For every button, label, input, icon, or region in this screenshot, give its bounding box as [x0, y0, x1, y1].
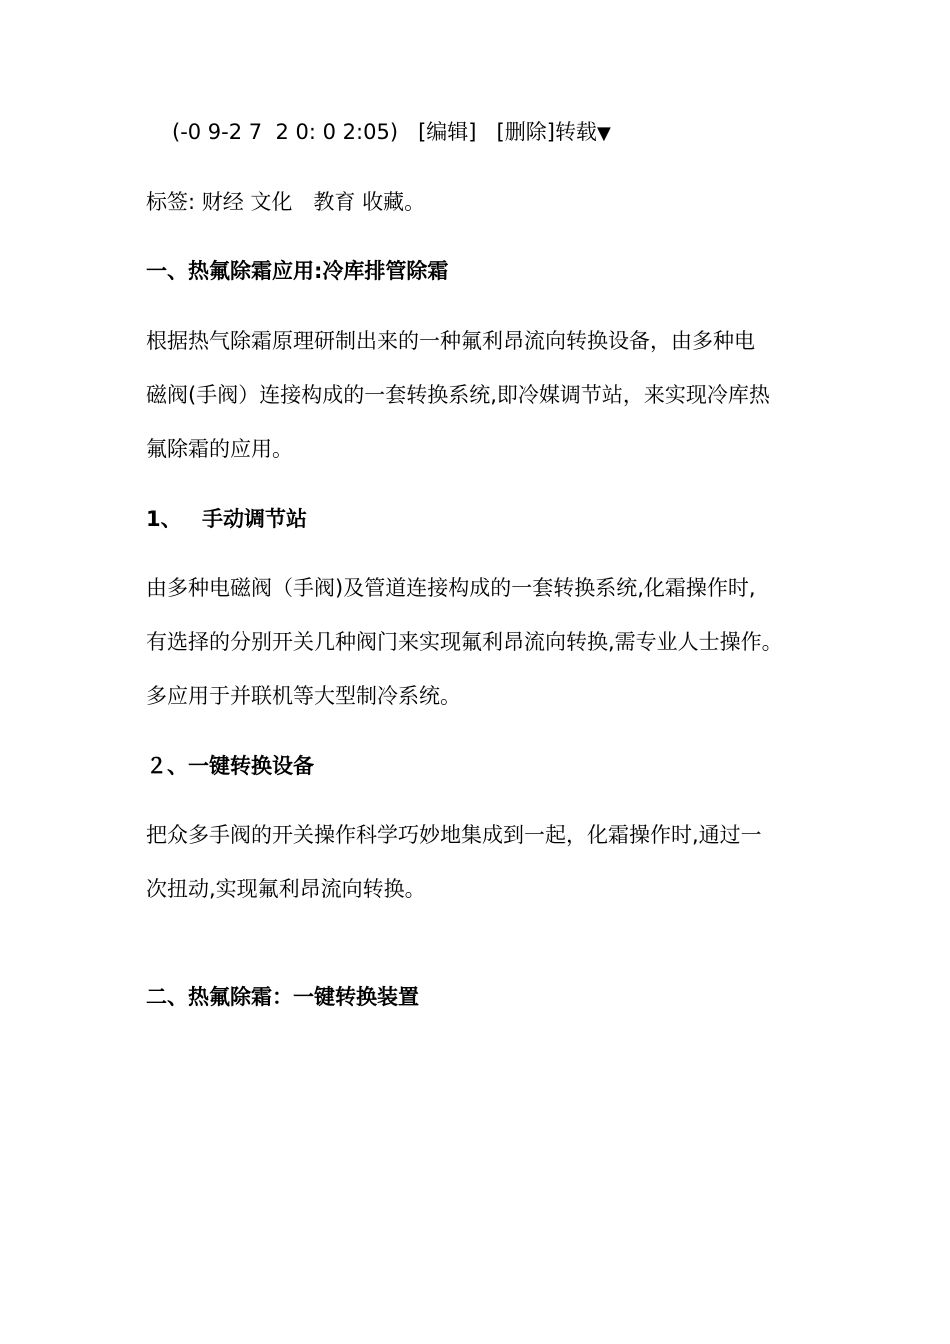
repost-link[interactable]: 转载: [554, 120, 597, 144]
heading-text: 手动调节站: [202, 507, 307, 531]
post-meta: [172, 117, 611, 149]
section-heading: 一、热氟除霜应用:冷库排管除霜: [146, 259, 449, 283]
paragraph-line: 有选择的分别开关几种阀门来实现氟利昂流向转换,需专业人士操作。: [146, 630, 783, 654]
section-heading: 二、热氟除霜：一键转换装置: [146, 985, 419, 1009]
paragraph-line: 次扭动,实现氟利昂流向转换。: [146, 877, 426, 901]
paragraph-line: 把众多手阀的开关操作科学巧妙地集成到一起，化霜操作时,通过一: [146, 823, 762, 847]
paragraph-line: 磁阀(手阀）连接构成的一套转换系统,即冷媒调节站，来实现冷库热: [146, 383, 770, 407]
post-timestamp: (-0 9-2 7 2 0: 0 2:05): [172, 120, 399, 144]
delete-link[interactable]: [删除]: [496, 120, 555, 144]
paragraph-line: 多应用于并联机等大型制冷系统。: [146, 684, 461, 708]
dropdown-arrow-icon[interactable]: ▼: [596, 123, 611, 144]
paragraph-line: 氟除霜的应用。: [146, 437, 293, 461]
section-heading: ２、一键转换设备: [146, 754, 314, 778]
section-heading: [146, 504, 307, 534]
edit-link[interactable]: [编辑]: [418, 120, 477, 144]
paragraph-line: 根据热气除霜原理研制出来的一种氟利昂流向转换设备，由多种电: [146, 329, 755, 353]
tags-line: 标签: 财经 文化 教育 收藏。: [146, 190, 426, 214]
paragraph-line: 由多种电磁阀（手阀)及管道连接构成的一套转换系统,化霜操作时,: [146, 576, 756, 600]
heading-number: 1、: [146, 507, 182, 531]
